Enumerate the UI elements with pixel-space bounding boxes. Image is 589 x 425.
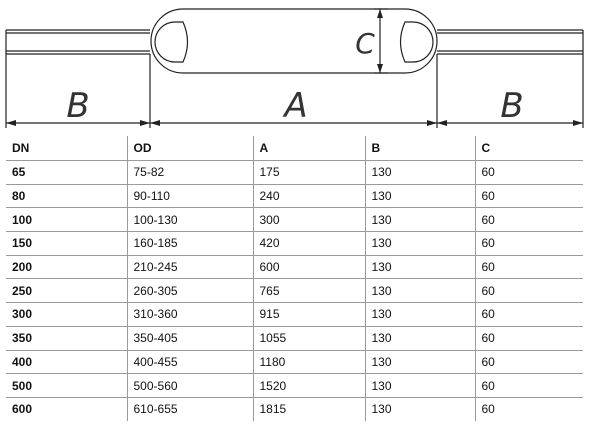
table-header-row [6, 136, 583, 161]
table-row [6, 279, 583, 303]
left-pipe [6, 30, 150, 54]
cell-a: 1520 [253, 374, 365, 398]
cell-b: 130 [365, 397, 475, 420]
cell-dn: 350 [6, 326, 127, 350]
right-pipe [437, 30, 583, 54]
table-row [6, 161, 583, 185]
cell-a: 765 [253, 279, 365, 303]
cell-c: 60 [475, 161, 583, 185]
cell-b: 130 [365, 208, 475, 232]
cell-od: 310-360 [127, 303, 253, 327]
cell-c: 60 [475, 208, 583, 232]
cell-dn: 65 [6, 161, 127, 185]
dimension-c [374, 9, 388, 73]
cell-c: 60 [475, 303, 583, 327]
slot-body [151, 9, 437, 73]
cell-b: 130 [365, 279, 475, 303]
cell-dn: 80 [6, 184, 127, 208]
cell-od: 75-82 [127, 161, 253, 185]
cell-dn: 500 [6, 374, 127, 398]
cell-dn: 200 [6, 255, 127, 279]
cell-a: 175 [253, 161, 365, 185]
table-row [6, 208, 583, 232]
cell-dn: 250 [6, 279, 127, 303]
cell-od: 350-405 [127, 326, 253, 350]
cell-b: 130 [365, 350, 475, 374]
table-row [6, 232, 583, 256]
cell-dn: 600 [6, 397, 127, 420]
table-row [6, 184, 583, 208]
cell-c: 60 [475, 279, 583, 303]
cell-c: 60 [475, 326, 583, 350]
header-b: B [365, 136, 475, 161]
table-row [6, 397, 583, 420]
cell-c: 60 [475, 255, 583, 279]
cell-c: 60 [475, 232, 583, 256]
cell-b: 130 [365, 184, 475, 208]
cell-b: 130 [365, 303, 475, 327]
header-dn: DN [12, 141, 30, 155]
cell-b: 130 [365, 326, 475, 350]
dimension-table [6, 136, 583, 421]
dimension-label-b-right: B [500, 86, 524, 126]
cell-od: 260-305 [127, 279, 253, 303]
cell-dn: 100 [6, 208, 127, 232]
cell-od: 500-560 [127, 374, 253, 398]
technical-drawing [0, 0, 589, 135]
table-row [6, 255, 583, 279]
dimension-label-a: A [284, 86, 308, 126]
cell-dn: 300 [6, 303, 127, 327]
cell-c: 60 [475, 397, 583, 420]
cell-c: 60 [475, 350, 583, 374]
cell-od: 160-185 [127, 232, 253, 256]
cell-od: 100-130 [127, 208, 253, 232]
cell-a: 420 [253, 232, 365, 256]
cell-c: 60 [475, 184, 583, 208]
dimension-label-c: C [355, 27, 375, 60]
table-row [6, 350, 583, 374]
cell-b: 130 [365, 161, 475, 185]
cell-a: 240 [253, 184, 365, 208]
cell-dn: 400 [6, 350, 127, 374]
dimension-label-b-left: B [66, 86, 90, 126]
cell-a: 600 [253, 255, 365, 279]
header-od: OD [127, 136, 253, 161]
cell-od: 400-455 [127, 350, 253, 374]
cell-b: 130 [365, 255, 475, 279]
cell-a: 1055 [253, 326, 365, 350]
cell-dn: 150 [6, 232, 127, 256]
cell-b: 130 [365, 374, 475, 398]
table-row [6, 374, 583, 398]
cell-a: 1815 [253, 397, 365, 420]
cell-od: 90-110 [127, 184, 253, 208]
cell-b: 130 [365, 232, 475, 256]
table-row [6, 303, 583, 327]
cell-od: 610-655 [127, 397, 253, 420]
header-c: C [475, 136, 583, 161]
cell-a: 300 [253, 208, 365, 232]
cell-c: 60 [475, 374, 583, 398]
table-row [6, 326, 583, 350]
cell-od: 210-245 [127, 255, 253, 279]
header-a: A [253, 136, 365, 161]
cell-a: 1180 [253, 350, 365, 374]
cell-a: 915 [253, 303, 365, 327]
